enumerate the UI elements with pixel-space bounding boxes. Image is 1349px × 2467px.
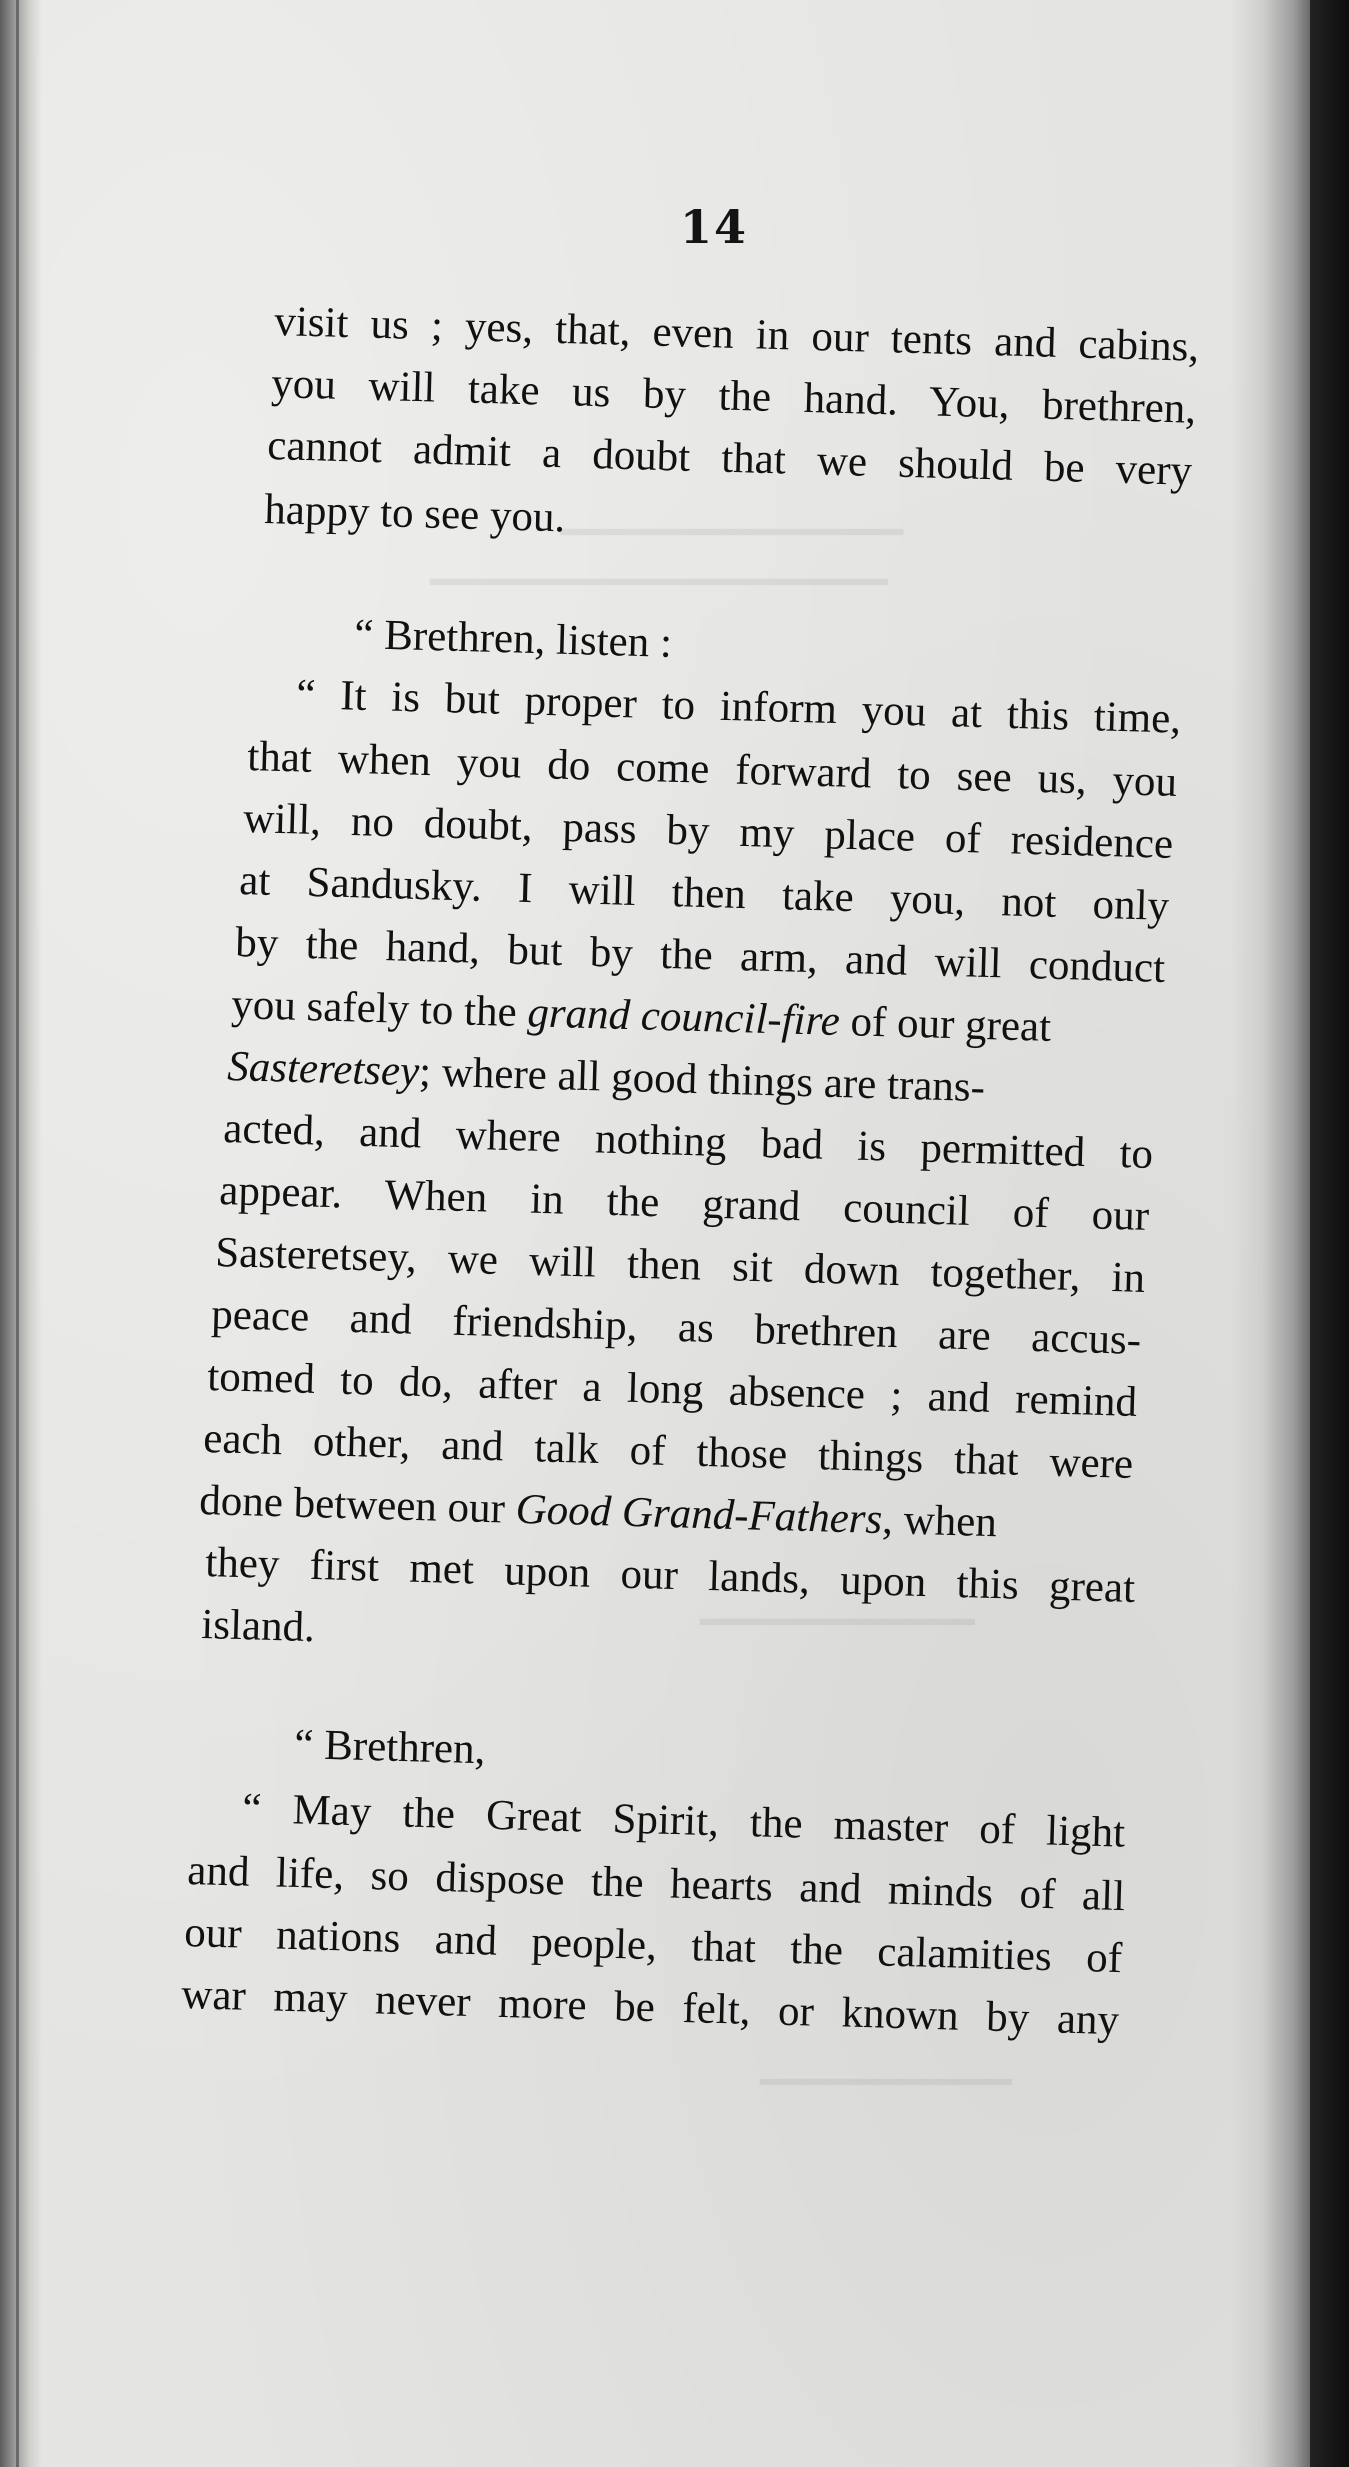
text-line: cannot admit a doubt that we should be very	[266, 422, 1193, 495]
text-line: war may never more be felt, or known by any	[180, 1971, 1120, 2045]
bleed-through-mark: ━━━━━━━━━━━	[760, 2062, 1012, 2104]
text-line: Sasteretsey, we will then sit down together, in	[214, 1229, 1146, 1302]
text-segment: of our great	[839, 997, 1052, 1051]
text-line	[226, 1043, 986, 1112]
text-line: “ May the Great Spirit, the master of light	[241, 1785, 1126, 1857]
text-line: island.	[200, 1601, 316, 1652]
italic-name: Sasteretsey	[226, 1043, 420, 1096]
italic-phrase: grand council-fire	[526, 989, 841, 1045]
text-line: that when you do come forward to see us, you	[246, 733, 1178, 806]
text-line: will, no doubt, pass by my place of residence	[242, 795, 1174, 868]
bleed-through-mark: ━━━━━━━━━━━━━━━	[560, 512, 904, 554]
binding-edge	[16, 0, 19, 2467]
text-line: acted, and where nothing bad is permitted to	[222, 1105, 1154, 1178]
text-line: “ It is but proper to inform you at this time,	[295, 671, 1182, 743]
scan-background	[1310, 0, 1349, 2467]
text-segment: ; where all good things are trans-	[418, 1048, 986, 1112]
page-edge-shadow	[1230, 0, 1310, 2467]
text-line: and life, so dispose the hearts and minds of all	[186, 1847, 1126, 1921]
text-line: each other, and talk of those things that were	[202, 1415, 1134, 1488]
page-gutter-shadow	[0, 0, 42, 2467]
text-line: they first met upon our lands, upon this great	[204, 1539, 1136, 1612]
text-line: “ Brethren,	[293, 1721, 487, 1774]
page-number: 14	[680, 200, 749, 254]
text-line: happy to see you.	[263, 486, 566, 542]
text-segment: , when	[881, 1496, 998, 1547]
text-line: our nations and people, that the calamities of	[183, 1909, 1123, 1983]
text-segment: done between our	[198, 1477, 517, 1533]
text-line: peace and friendship, as brethren are accus-	[210, 1291, 1142, 1364]
text-line: by the hand, but by the arm, and will conduct	[234, 919, 1166, 992]
text-line: appear. When in the grand council of our	[218, 1167, 1150, 1240]
text-line: you will take us by the hand. You, brethren,	[270, 360, 1197, 433]
text-segment: you safely to the	[230, 981, 529, 1037]
italic-phrase: Good Grand-Fathers	[515, 1485, 883, 1544]
text-line: visit us ; yes, that, even in our tents and cabins,	[273, 298, 1200, 371]
bleed-through-mark: ━━━━━━━━━━━━	[700, 1602, 975, 1644]
text-line: at Sandusky. I will then take you, not only	[238, 857, 1170, 930]
text-line	[231, 983, 1052, 1049]
text-line	[198, 1477, 998, 1547]
bleed-through-mark: ━━━━━━━━━━━━━━━━━━━━	[430, 562, 888, 604]
text-line: tomed to do, after a long absence ; and remind	[206, 1353, 1138, 1426]
text-line: “ Brethren, listen :	[353, 611, 673, 667]
